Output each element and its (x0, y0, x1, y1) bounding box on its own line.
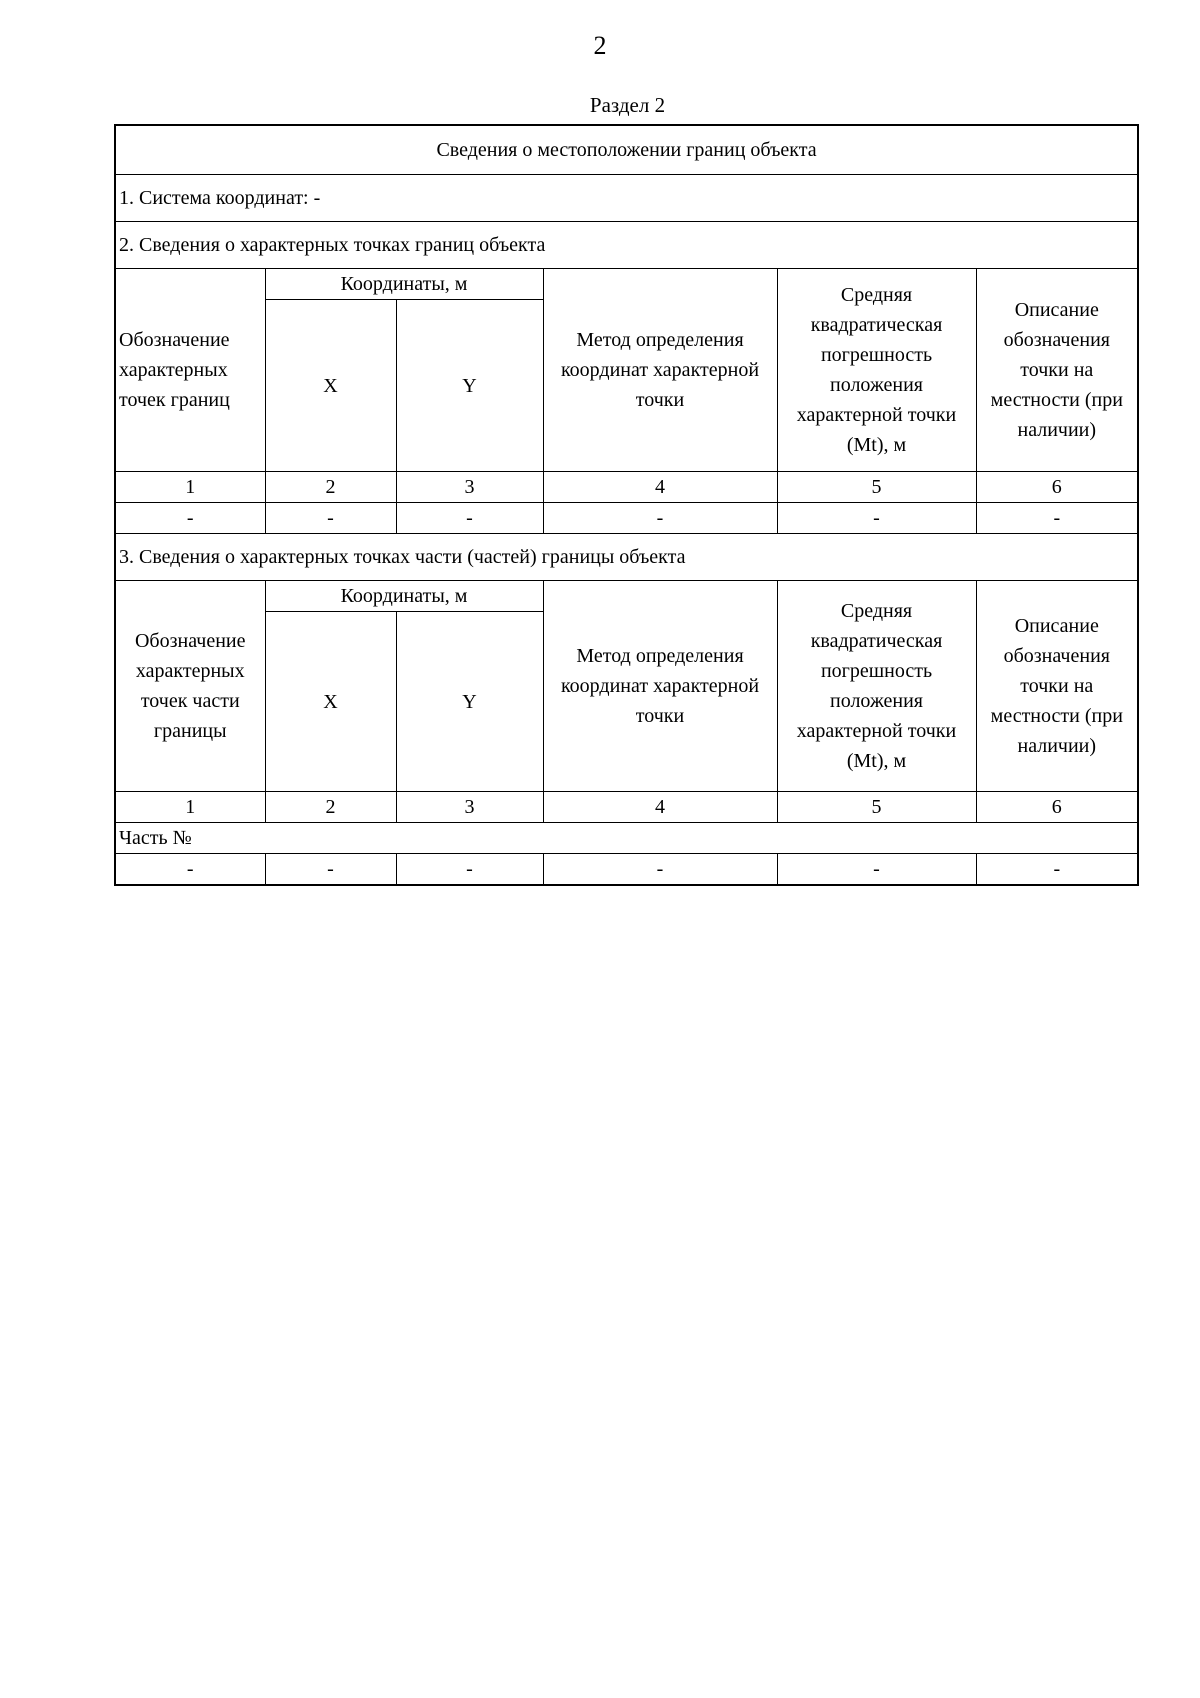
table-title: Сведения о местоположении границ объекта (115, 125, 1138, 175)
block3-col-y: Y (396, 612, 543, 792)
table-cell: 6 (976, 792, 1138, 823)
table-cell: 3 (396, 472, 543, 503)
block2-col-description: Описание обозначения точки на местности (при наличии) (976, 269, 1138, 472)
block3-data-row (115, 854, 1138, 886)
table-cell: 6 (976, 472, 1138, 503)
page-number: 2 (593, 31, 607, 60)
table-cell: 4 (543, 792, 777, 823)
block3-col-description: Описание обозначения точки на местности (при наличии) (976, 581, 1138, 792)
block2-col-error: Средняя квадратическая погрешность положения характерной точки (Mt), м (777, 269, 976, 472)
table-cell: 3 (396, 792, 543, 823)
table-cell: 5 (777, 472, 976, 503)
block2-col-coords: Координаты, м (265, 269, 543, 300)
table-cell: - (976, 854, 1138, 886)
block3-col-designation: Обозначение характерных точек части границы (115, 581, 265, 792)
table-cell: - (543, 503, 777, 534)
block2-number-row (115, 472, 1138, 503)
table-cell: - (777, 854, 976, 886)
table-cell: - (543, 854, 777, 886)
block3-number-row (115, 792, 1138, 823)
table-cell: - (777, 503, 976, 534)
table-cell: 2 (265, 792, 396, 823)
coordinate-system: 1. Система координат: - (115, 175, 1138, 222)
table-cell: - (115, 503, 265, 534)
block3-col-coords: Координаты, м (265, 581, 543, 612)
block3-col-method: Метод определения координат характерной точки (543, 581, 777, 792)
boundary-table (114, 124, 1139, 886)
table-cell: - (396, 854, 543, 886)
table-cell: 1 (115, 472, 265, 503)
block3-heading: 3. Сведения о характерных точках части (частей) границы объекта (115, 534, 1138, 581)
section-title: Раздел 2 (589, 93, 666, 117)
table-cell: 4 (543, 472, 777, 503)
table-cell: - (265, 503, 396, 534)
block2-heading: 2. Сведения о характерных точках границ объекта (115, 222, 1138, 269)
table-cell: - (265, 854, 396, 886)
table-cell: 1 (115, 792, 265, 823)
block3-col-x: X (265, 612, 396, 792)
block2-col-y: Y (396, 300, 543, 472)
block2-col-x: X (265, 300, 396, 472)
block2-data-row (115, 503, 1138, 534)
table-cell: 2 (265, 472, 396, 503)
table-cell: 5 (777, 792, 976, 823)
block2-col-method: Метод определения координат характерной точки (543, 269, 777, 472)
table-cell: - (115, 854, 265, 886)
block3-part-label: Часть № (115, 823, 1138, 854)
block3-col-error: Средняя квадратическая погрешность положения характерной точки (Mt), м (777, 581, 976, 792)
table-cell: - (396, 503, 543, 534)
table-cell: - (976, 503, 1138, 534)
block2-col-designation: Обозначение характерных точек границ (115, 269, 265, 472)
